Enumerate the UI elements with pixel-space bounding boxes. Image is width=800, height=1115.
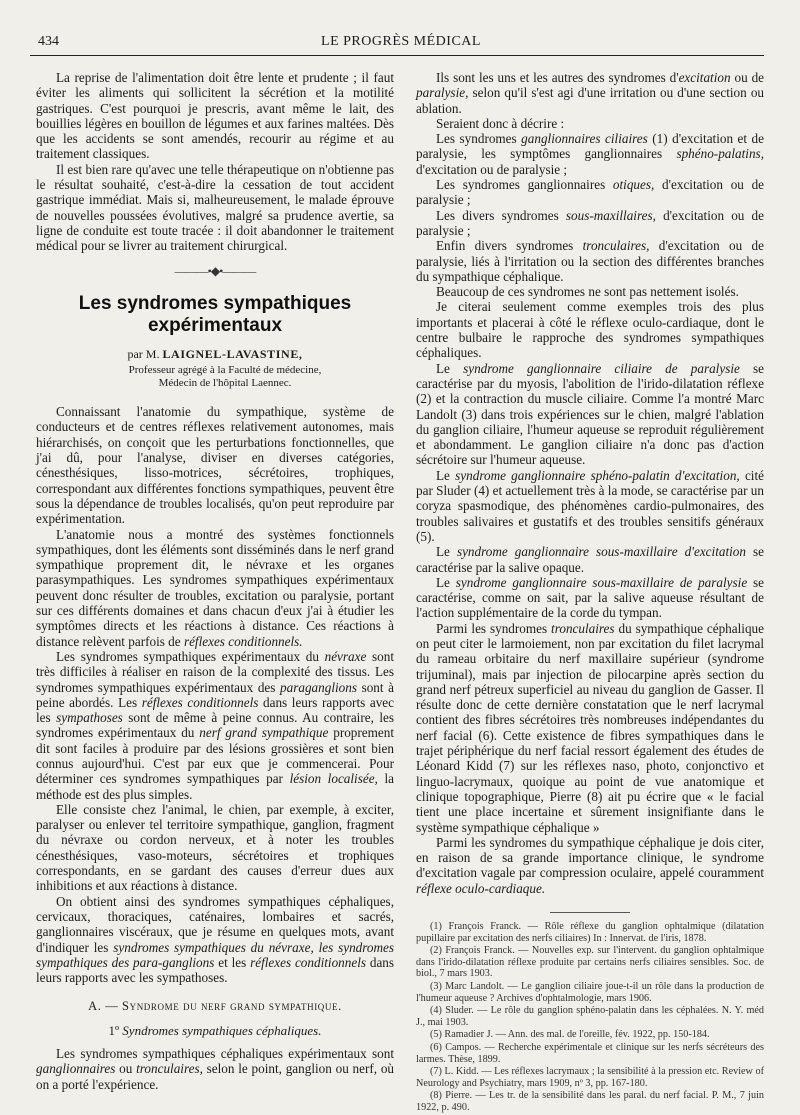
subsection-heading: 1º Syndromes sympathiques céphaliques.	[108, 1022, 322, 1038]
footnote: (2) François Franck. — Nouvelles exp. sur l'intervent. du ganglion ophtalmique dans l'irido-dilatation réflexe produite par certains nerfs ciliaires sensibles. Soc. de biol., 7 mars 1903.	[416, 945, 764, 980]
right-paragraph-8: Je citerai seulement comme exemples trois des plus importants et placerai à côté le réflexe oculo-cardiaque, dont le centre bulbaire le rapproche des syndromes sympathiques céphaliques.	[416, 299, 764, 361]
section-heading: A. — Syndrome du nerf grand sympathique.	[88, 999, 342, 1014]
affiliation-line-2: Médecin de l'hôpital Laennec.	[158, 377, 292, 390]
byline-prefix: par M.	[127, 346, 160, 361]
page-header	[38, 32, 764, 54]
right-paragraph-13: Parmi les syndromes tronculaires du sympathique céphalique on peut citer le larmoiement, non par excitation du filet lacrymal du rameau orbitaire du nerf maxillaire supérieur (syndrome trijuminal), mais par injection de pilocarpine après section du grand nerf pétreux superficiel au niveau du ganglion de Gasser. Il résulte donc de cette dernière constatation que le nerf lacrymal contient des fibres sécrétoires très nombreuses indépendantes du nerf facial (6). Cette existence de fibres sympathiques dans le trajet périphérique du nerf facial ressort également des études de Léonard Kidd (7) sur les réflexes naso, photo, conjonctivo et linguo-lacrymaux, quoique au point de vue anatomique et clinique topographique, Pierre (8) ait pu écrire que « le facial tient une place incertaine et sûrement insignifiante dans le système sympathique céphalique »	[416, 620, 764, 835]
right-paragraph-9: Le syndrome ganglionnaire ciliaire de paralysie se caractérise par du myosis, l'abolition de l'irido-dilatation réflexe (2) et la contraction du muscle ciliaire. Comme l'a montré Marc Landolt (3) dans trois expériences sur le chien, malgré l'ablation du ganglion ciliaire, l'humeur aqueuse se reproduit régulièrement et abondamment. Le ganglion ciliaire n'a donc pas d'action sécrétoire sur l'humeur aqueuse.	[416, 360, 764, 468]
left-column	[36, 70, 394, 1092]
section-ornament: ———•◆•———	[174, 263, 256, 278]
body-paragraph-4: Elle consiste chez l'animal, le chien, par exemple, à exciter, paralyser ou enlever tel territoire sympathique, ganglion, fragment du névraxe ou cordon nerveux, et à noter les troubles cénesthésiques, vaso-moteurs, sécrétoires et trophiques correspondants, en se gardant des causes d'erreur dues aux inhibitions et aux réactions à distance.	[36, 801, 394, 894]
journal-title: LE PROGRÈS MÉDICAL	[321, 34, 481, 49]
footnote: (3) Marc Landolt. — Le ganglion ciliaire joue-t-il un rôle dans la production de l'humeur aqueuse ? Archives d'ophtalmologie, mars 1906.	[416, 981, 764, 1004]
right-paragraph-10: Le syndrome ganglionnaire sphéno-palatin d'excitation, cité par Sluder (4) et actuellement très à la mode, se caractérise par un coryza spasmodique, des phénomènes cardio-pulmonaires, des troubles salivaires et gustatifs et des troubles sensitifs généraux (5).	[416, 467, 764, 544]
right-column	[416, 70, 764, 1115]
footnote: (4) Sluder. — Le rôle du ganglion sphéno-palatin dans les céphalées. N. Y. méd J., mai 1903.	[416, 1005, 764, 1028]
author-name: LAIGNEL-LAVASTINE,	[162, 346, 303, 361]
header-rule	[30, 55, 764, 56]
right-paragraph-3: Les syndromes ganglionnaires ciliaires (1) d'excitation et de paralysie, les symptômes ganglionnaires sphéno-palatins, d'excitation ou de paralysie ;	[416, 131, 764, 177]
byline	[36, 347, 394, 362]
body-paragraph-3: Les syndromes sympathiques expérimentaux du névraxe sont très difficiles à réaliser en raison de la complexité des tissus. Les syndromes sympathiques expérimentaux des paraganglions sont à peine abordés. Les réflexes conditionnels dans leurs rapports avec les sympathoses sont de même à peine connus. Au contraire, les syndromes expérimentaux du nerf grand sympathique proprement dit sont faciles à produire par des lésions grossières et sont bien connus aujourd'hui. C'est par eux que je commencerai. Pour déterminer ces syndromes sympathiques par lésion localisée, la méthode est des plus simples.	[36, 648, 395, 802]
body-paragraph-1: Connaissant l'anatomie du sympathique, système de conducteurs et de centres réflexes relativement autonomes, mais hiérarchisés, on conçoit que les perturbations fonctionnelles, que j'ai dû, pour l'analyse, diviser en diverses catégories, cénesthésiques, lisso-motrices, sécrétoires, trophiques, correspondant aux différentes fonctions sympathiques, peuvent être sous la dépendance de troubles localisés, qu'on peut reproduire par expérimentation.	[36, 404, 394, 527]
right-paragraph-4: Les syndromes ganglionnaires otiques, d'excitation ou de paralysie ;	[416, 177, 765, 208]
right-paragraph-7: Beaucoup de ces syndromes ne sont pas nettement isolés.	[436, 284, 739, 300]
intro-paragraph-2: Il est bien rare qu'avec une telle thérapeutique on n'obtienne pas le résultat souhaité, c'est-à-dire la cessation de tout accident gastrique immédiat. Mais si, malheureusement, le malade éprouve de nouvelles poussées évolutives, malgré sa prudence avertie, sa ligne de conduite est toute tracée : il doit abandonner le traitement médical pour se livrer au traitement chirurgical.	[36, 161, 394, 254]
right-paragraph-6: Enfin divers syndromes tronculaires, d'excitation ou de paralysie, liés à l'irritation ou la section des différentes branches du sympathique céphalique.	[416, 238, 765, 284]
footnote: (8) Pierre. — Les tr. de la sensibilité dans les paral. du nerf facial. P. M., 7 juin 1922, p. 490.	[416, 1090, 764, 1113]
footnote: (7) L. Kidd. — Les réflexes lacrymaux ; la sensibilité à la pression etc. Review of Neurology and Psychiatry, mars 1909, nº 3, pp. 167-180.	[416, 1066, 764, 1089]
right-paragraph-11: Le syndrome ganglionnaire sous-maxillaire d'excitation se caractérise par la salive opaque.	[416, 544, 764, 575]
footnote-rule	[550, 912, 630, 913]
right-paragraph-5: Les divers syndromes sous-maxillaires, d'excitation ou de paralysie ;	[416, 207, 765, 238]
footnote: (1) François Franck. — Rôle réflexe du ganglion ophtalmique (dilatation pupillaire par excitation des nerfs ciliaires) In : Innervat. de l'iris, 1878.	[416, 921, 764, 944]
right-paragraph-14: Parmi les syndromes du sympathique céphalique je dois citer, en raison de sa grande importance clinique, le syndrome d'excitation vagale par compression oculaire, appelé couramment réflexe oculo-cardiaque.	[416, 834, 764, 896]
footnote: (5) Ramadier J. — Ann. des mal. de l'oreille, fév. 1922, pp. 150-184.	[430, 1029, 710, 1041]
right-paragraph-1: Ils sont les uns et les autres des syndromes d'excitation ou de paralysie, selon qu'il s'est agi d'une irritation ou d'une section ou ablation.	[416, 70, 765, 116]
page-number: 434	[38, 34, 59, 49]
intro-paragraph-1: La reprise de l'alimentation doit être lente et prudente ; il faut éviter les aliments qui sollicitent la sécrétion et la motilité gastriques. C'est pourquoi je prescris, avant même le lait, des bouillies légères en bouillon de légumes et aux farines maltées. Dès que les accidents se sont amendés, recourir au régime et au traitement classiques.	[36, 70, 394, 162]
right-paragraph-12: Le syndrome ganglionnaire sous-maxillaire de paralysie se caractérise, comme on sait, par la salive aqueuse résultant de l'action supplémentaire de la corde du tympan.	[416, 574, 764, 621]
body-paragraph-5: On obtient ainsi des syndromes sympathiques céphaliques, cervicaux, thoraciques, caténaires, lombaires et sacrés, ganglionnaires viscéraux, que je résume en quelques mots, avant d'indiquer les syndromes sympathiques du névraxe, les syndromes sympathiques des para-ganglions et les réflexes conditionnels dans leurs rapports avec les sympathoses.	[36, 893, 395, 986]
body-paragraph-6: Les syndromes sympathiques céphaliques expérimentaux sont ganglionnaires ou tronculaires, selon le point, ganglion ou nerf, où on a porté l'expérience.	[36, 1046, 395, 1092]
footnote: (6) Campos. — Recherche expérimentale et clinique sur les nerfs sécréteurs des larmes. Thèse, 1899.	[416, 1041, 764, 1065]
article-title: Les syndromes sympathiques expérimentaux	[78, 292, 352, 336]
affiliation-line-1: Professeur agrégé à la Faculté de médecine,	[128, 364, 322, 377]
footnotes	[416, 921, 764, 1114]
affiliation	[36, 364, 394, 390]
right-paragraph-2: Seraient donc à décrire :	[436, 115, 565, 131]
body-paragraph-2: L'anatomie nous a montré des systèmes fonctionnels sympathiques, dont les éléments sont disséminés dans le nerf grand sympathique proprement dit, le névraxe et les organes parasympathiques. Les syndromes sympathiques expérimentaux peuvent donc résulter de troubles, excitation ou paralysie, portant sur ces différents domaines et dans chacun d'eux j'ai à étudier les symptômes directs et les réactions à distance. Ces réactions à distance relèvent parfois de réflexes conditionnels.	[36, 526, 394, 649]
